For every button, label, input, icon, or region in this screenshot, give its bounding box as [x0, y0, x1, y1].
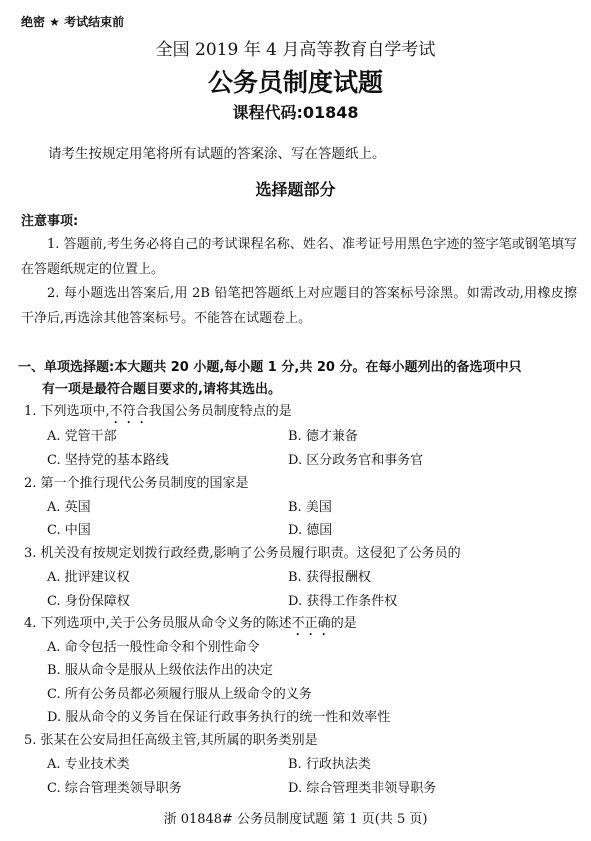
option: B. 获得报酬权	[288, 570, 371, 585]
subject-title: 公务员制度试题	[207, 68, 383, 97]
page-footer: 浙 01848# 公务员制度试题 第 1 页(共 5 页)	[163, 812, 428, 827]
option: B. 服从命令是服从上级依法作出的决定	[47, 663, 273, 678]
option: A. 党管干部	[47, 429, 117, 444]
option: D. 获得工作条件权	[288, 594, 398, 609]
option: D. 综合管理类非领导职务	[288, 781, 437, 796]
stem-text: 我国公务员制度特点的是	[148, 404, 292, 419]
option: D. 区分政务官和事务官	[288, 453, 424, 468]
question-stem	[24, 542, 461, 561]
option: C. 所有公务员都必须履行服从上级命令的义务	[47, 687, 312, 702]
option: B. 德才兼备	[288, 429, 358, 444]
answer-instruction: 请考生按规定用笔将所有试题的答案涂、写在答题纸上。	[48, 146, 386, 162]
question-stem	[24, 612, 357, 639]
option: C. 中国	[47, 523, 91, 538]
option: A. 英国	[47, 500, 91, 515]
stem-text: 3. 机关没有按规定划拨行政经费,影响了公务员履行职责。这侵犯了公务员的	[24, 546, 461, 561]
option: C. 身份保障权	[47, 594, 130, 609]
part-heading-line1: 一、单项选择题:本大题共 20 小题,每小题 1 分,共 20 分。在每小题列出的备选项中只	[18, 360, 522, 375]
note-item: 2. 每小题选出答案后,用 2B 铅笔把答题纸上对应题目的答案标号涂黑。如需改动,用橡皮擦干净后,再选涂其他答案标号。不能答在试题卷上。	[21, 286, 577, 326]
stem-emphasis: 不正确	[291, 616, 331, 631]
stem-text: 2. 第一个推行现代公务员制度的国家是	[24, 476, 249, 491]
note-item: 1. 答题前,考生务必将自己的考试课程名称、姓名、准考证号用黑色字迹的签字笔或钢笔填写在答题纸规定的位置上。	[21, 237, 577, 277]
stem-text: 1. 下列选项中,	[24, 404, 110, 419]
option: A. 批评建议权	[47, 570, 130, 585]
option: A. 专业技术类	[47, 757, 130, 772]
option: D. 服从命令的义务旨在保证行政事务执行的统一性和效率性	[47, 710, 391, 725]
section-title: 选择题部分	[255, 180, 336, 199]
question-stem	[24, 400, 292, 427]
question-stem	[24, 729, 318, 748]
option: B. 美国	[288, 500, 332, 515]
stem-text: 的是	[330, 616, 357, 631]
option: B. 行政执法类	[288, 757, 371, 772]
part-heading-line2: 有一项是最符合题目要求的,请将其选出。	[42, 382, 281, 397]
option: A. 命令包括一般性命令和个别性命令	[47, 640, 260, 655]
confidential-label: 绝密 ★ 考试结束前	[21, 15, 125, 29]
notes-heading: 注意事项:	[21, 214, 79, 229]
stem-text: 4. 下列选项中,关于公务员服从命令义务的陈述	[24, 616, 292, 631]
question-stem	[24, 472, 249, 491]
stem-text: 5. 张某在公安局担任高级主管,其所属的职务类别是	[24, 733, 318, 748]
stem-emphasis: 不符合	[109, 404, 149, 419]
exam-title: 全国 2019 年 4 月高等教育自学考试	[155, 40, 436, 60]
part-heading	[18, 357, 578, 401]
option: D. 德国	[288, 523, 333, 538]
course-code: 课程代码:01848	[232, 103, 359, 122]
option: C. 坚持党的基本路线	[47, 453, 169, 468]
option: C. 综合管理类领导职务	[47, 781, 182, 796]
